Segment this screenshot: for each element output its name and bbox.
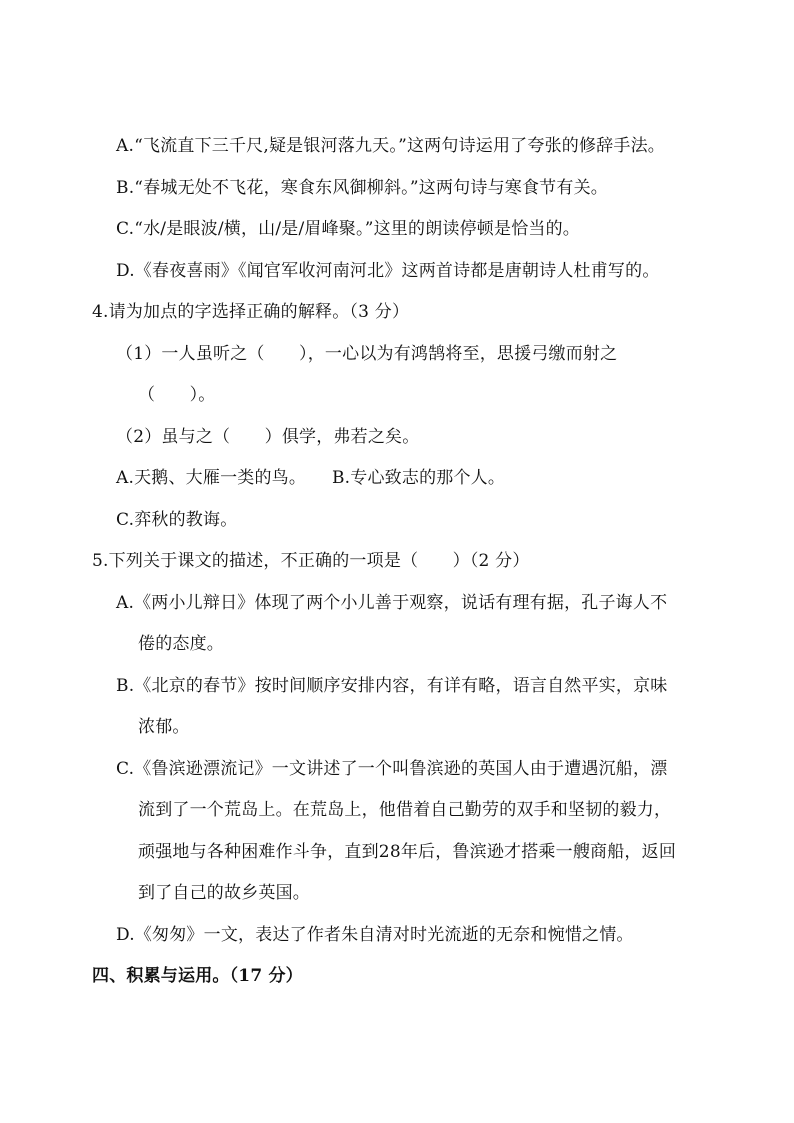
q5-option-d: D.《匆匆》一文，表达了作者朱自清对时光流逝的无奈和惋惜之情。 xyxy=(116,925,634,945)
q5-stem: 5.下列关于课文的描述，不正确的一项是（ ）（2 分） xyxy=(92,551,530,571)
q5-option-b-line1: B.《北京的春节》按时间顺序安排内容，有详有略，语言自然平实，京味 xyxy=(116,676,668,696)
q5-option-c-line1: C.《鲁滨逊漂流记》一文讲述了一个叫鲁滨逊的英国人由于遭遇沉船，漂 xyxy=(116,759,668,779)
q5-option-c-line2: 流到了一个荒岛上。在荒岛上，他借着自己勤劳的双手和坚韧的毅力， xyxy=(138,800,672,820)
section-four-heading: 四、积累与运用。（17 分） xyxy=(92,966,303,986)
q5-option-a-line1: A.《两小儿辩日》体现了两个小儿善于观察，说话有理有据，孔子诲人不 xyxy=(116,593,668,613)
q4-option-c: C.弈秋的教诲。 xyxy=(116,510,238,530)
q5-option-a-line2: 倦的态度。 xyxy=(138,634,224,654)
q5-option-b-line2: 浓郁。 xyxy=(138,717,190,737)
q3-option-d: D.《春夜喜雨》《闻官军收河南河北》这两首诗都是唐朝诗人杜甫写的。 xyxy=(116,261,660,281)
q4-item1-line1: （1）一人虽听之（ ），一心以为有鸿鹄将至，思援弓缴而射之 xyxy=(116,344,618,364)
q3-option-c: C.“水/是眼波/横，山/是/眉峰聚。”这里的朗读停顿是恰当的。 xyxy=(116,219,580,239)
q3-option-a: A.“飞流直下三千尺,疑是银河落九天。”这两句诗运用了夸张的修辞手法。 xyxy=(116,136,665,156)
q4-item2: （2）虽与之（ ）俱学，弗若之矣。 xyxy=(116,427,420,447)
q3-option-b: B.“春城无处不飞花，寒食东风御柳斜。”这两句诗与寒食节有关。 xyxy=(116,178,608,198)
q5-option-c-line4: 到了自己的故乡英国。 xyxy=(138,883,310,903)
q4-options-ab: A.天鹅、大雁一类的鸟。 B.专心致志的那个人。 xyxy=(116,468,506,488)
q5-option-c-line3: 顽强地与各种困难作斗争，直到28年后，鲁滨逊才搭乘一艘商船，返回 xyxy=(138,842,677,862)
q4-item1-line2: （ ）。 xyxy=(138,385,216,405)
q4-stem: 4.请为加点的字选择正确的解释。（3 分） xyxy=(92,302,410,322)
